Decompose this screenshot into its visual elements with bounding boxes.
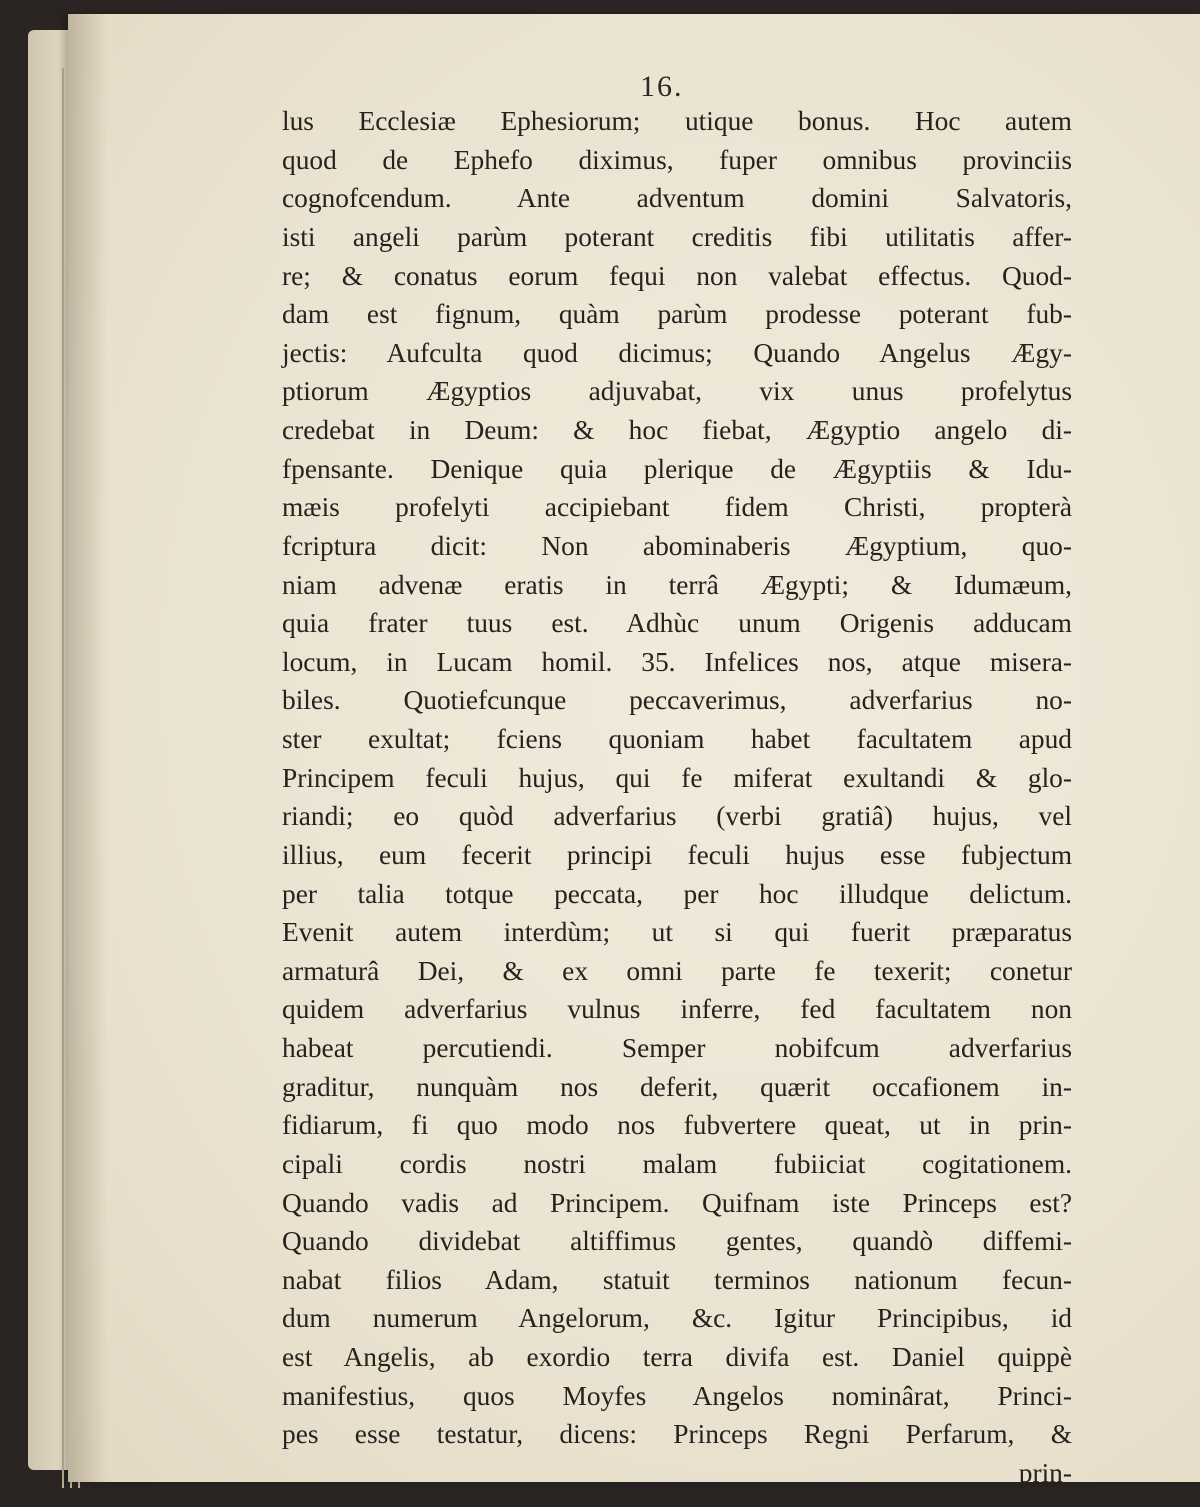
text-line: manifestius, quos Moyfes Angelos nominârat, Princi- [282, 1380, 1072, 1411]
text-line: per talia totque peccata, per hoc illudque delictum. [282, 878, 1072, 909]
text-line: isti angeli parùm poterant creditis fibi utilitatis affer- [282, 221, 1072, 252]
text-line: Quando vadis ad Principem. Quifnam iste Princeps est? [282, 1187, 1072, 1218]
text-line: est Angelis, ab exordio terra divifa est. Daniel quippè [282, 1342, 1072, 1372]
text-line: lus Ecclesiæ Ephesiorum; utique bonus. Hoc autem [282, 106, 1072, 136]
text-line: quidem adverfarius vulnus inferre, fed facultatem non [282, 994, 1072, 1025]
text-line: jectis: Aufculta quod dicimus; Quando Angelus Ægy- [282, 337, 1072, 368]
text-line: Evenit autem interdùm; ut si qui fuerit præparatus [282, 917, 1072, 948]
text-line: Quando dividebat altiffimus gentes, quandò diffemi- [282, 1226, 1072, 1257]
text-line: graditur, nunquàm nos deferit, quærit occafionem in- [282, 1071, 1072, 1102]
page-edge-line [62, 68, 64, 1488]
text-line: cipali cordis nostri malam fubiiciat cogitationem. [282, 1148, 1072, 1179]
text-line: habeat percutiendi. Semper nobifcum adverfarius [282, 1033, 1072, 1063]
text-line: illius, eum fecerit principi feculi hujus esse fubjectum [282, 839, 1072, 870]
text-line: riandi; eo quòd adverfarius (verbi gratiâ) hujus, vel [282, 801, 1072, 832]
text-line: cognofcendum. Ante adventum domini Salvatoris, [282, 183, 1072, 214]
text-line: Principem feculi hujus, qui fe miferat exultandi & glo- [282, 762, 1072, 793]
body-text [282, 102, 1072, 1493]
text-line: fpensante. Denique quia plerique de Ægyptiis & Idu- [282, 453, 1072, 484]
text-line: quia frater tuus est. Adhùc unum Origenis adducam [282, 608, 1072, 639]
text-line: ster exultat; fciens quoniam habet facultatem apud [282, 724, 1072, 754]
text-line: niam advenæ eratis in terrâ Ægypti; & Idumæum, [282, 569, 1072, 600]
text-line: fidiarum, fi quo modo nos fubvertere queat, ut in prin- [282, 1110, 1072, 1141]
text-line: re; & conatus eorum fequi non valebat effectus. Quod- [282, 260, 1072, 291]
text-line: mæis profelyti accipiebant fidem Christi, propterà [282, 492, 1072, 523]
text-line: nabat filios Adam, statuit terminos nationum fecun- [282, 1264, 1072, 1295]
text-line: biles. Quotiefcunque peccaverimus, adverfarius no- [282, 685, 1072, 716]
page-gutter-shadow [68, 14, 108, 1482]
text-line: dum numerum Angelorum, &c. Igitur Principibus, id [282, 1303, 1072, 1334]
text-line: locum, in Lucam homil. 35. Infelices nos, atque misera- [282, 646, 1072, 677]
page-number: 16. [640, 70, 684, 103]
text-line: pes esse testatur, dicens: Princeps Regni Perfarum, & [282, 1419, 1072, 1450]
text-line: armaturâ Dei, & ex omni parte fe texerit; conetur [282, 955, 1072, 986]
text-line: dam est fignum, quàm parùm prodesse poterant fub- [282, 299, 1072, 330]
text-line: quod de Ephefo diximus, fuper omnibus provinciis [282, 144, 1072, 175]
text-line: prin- [1018, 1457, 1072, 1488]
text-line: ptiorum Ægyptios adjuvabat, vix unus profelytus [282, 376, 1072, 407]
text-line: fcriptura dicit: Non abominaberis Ægyptium, quo- [282, 530, 1072, 561]
text-line: credebat in Deum: & hoc fiebat, Ægyptio angelo di- [282, 415, 1072, 445]
